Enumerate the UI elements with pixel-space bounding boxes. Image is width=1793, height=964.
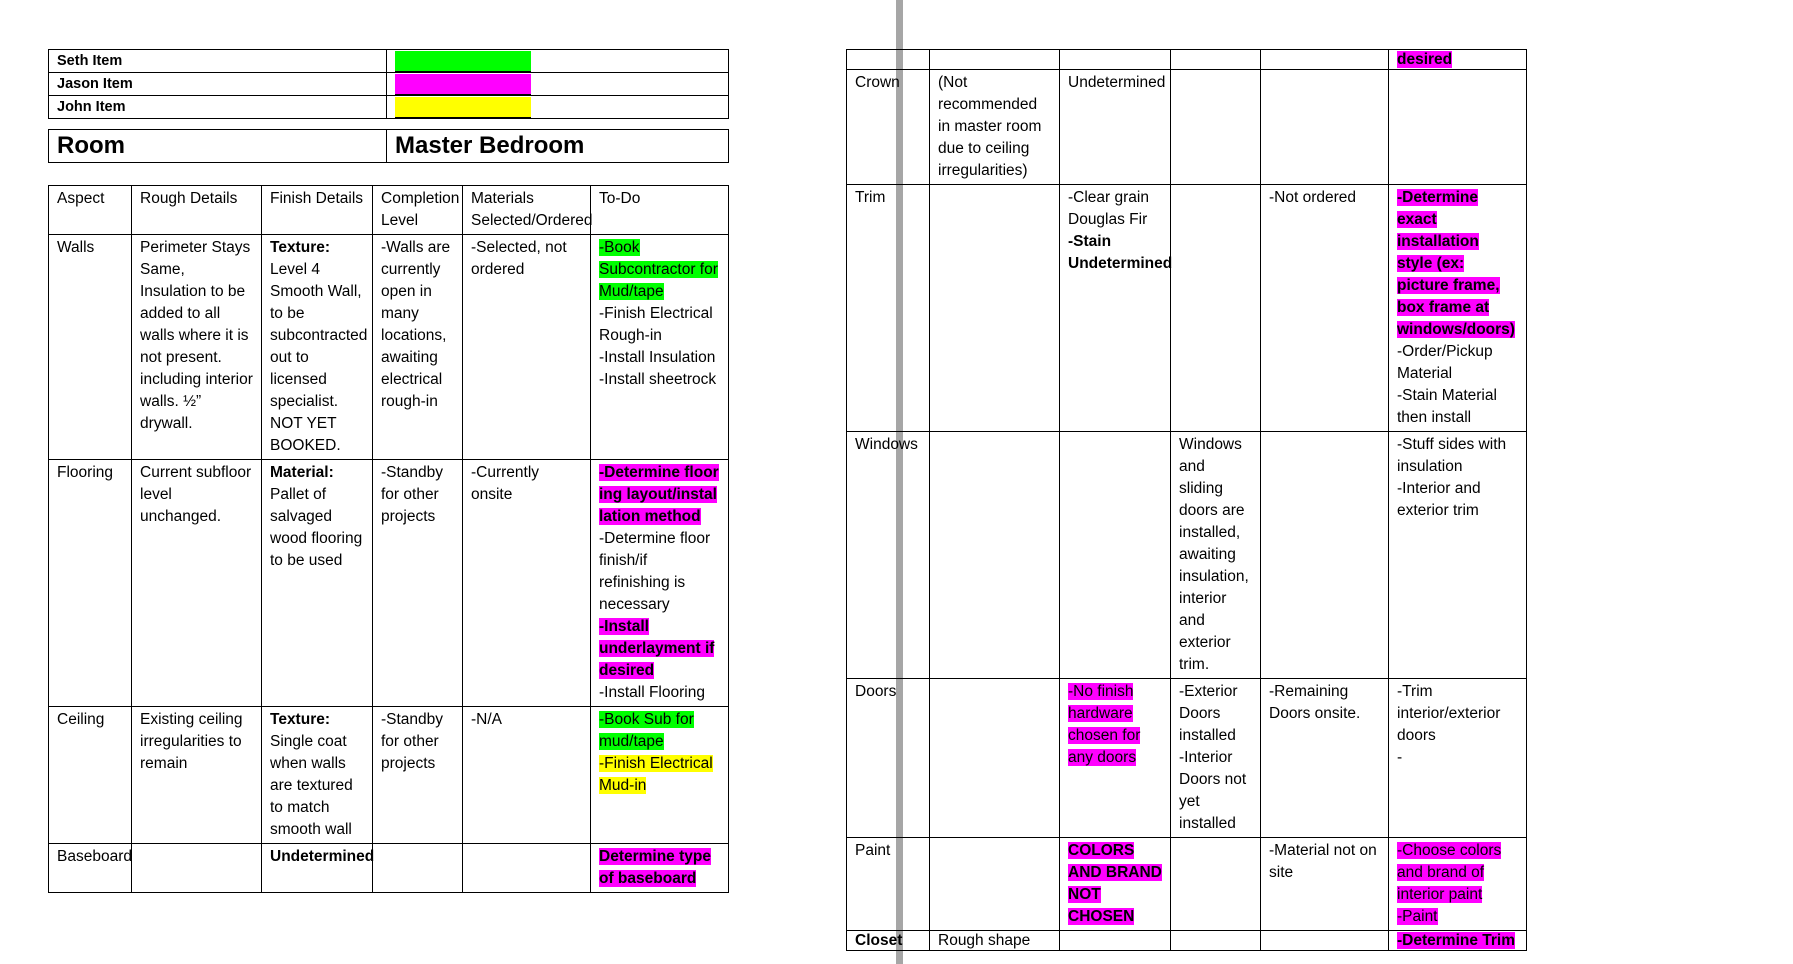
table-row	[847, 838, 1527, 931]
legend-swatch-yellow	[395, 97, 531, 118]
table-row	[49, 844, 729, 893]
todo-cell	[1389, 432, 1527, 679]
todo-item: -Stain Material then install	[1397, 387, 1497, 426]
aspect-cell: Doors	[847, 679, 930, 838]
finish-text: Single coat when walls are textured to match smooth wall	[270, 733, 353, 838]
finish-text: Level 4 Smooth Wall, to be subcontracted out to licensed specialist. NOT YET BOOKED.	[270, 261, 368, 454]
rough-cell: Rough shape	[930, 931, 1060, 951]
completion-item: -Exterior Doors installed	[1179, 683, 1238, 744]
materials-cell: -Remaining Doors onsite.	[1261, 679, 1389, 838]
legend-row	[49, 50, 729, 73]
aspect-cell: Ceiling	[49, 707, 132, 844]
rough-cell	[930, 185, 1060, 432]
rough-cell: (Not recommended in master room due to ceiling irregularities)	[930, 70, 1060, 185]
table-row	[847, 185, 1527, 432]
finish-text-bold: -Stain Undetermined	[1068, 233, 1173, 272]
todo-item-jason: -Determine exact installation style (ex: picture frame, box frame at windows/doors)	[1397, 189, 1515, 338]
table-row	[847, 70, 1527, 185]
aspect-cell: Paint	[847, 838, 930, 931]
completion-cell: -Standby for other projects	[373, 707, 463, 844]
rough-cell: Existing ceiling irregularities to remain	[132, 707, 262, 844]
finish-label: Texture:	[270, 239, 331, 256]
finish-label: Texture:	[270, 711, 331, 728]
legend-label: Jason Item	[49, 73, 387, 96]
todo-cell	[1389, 838, 1527, 931]
finish-text: Pallet of salvaged wood flooring to be used	[270, 486, 363, 569]
todo-item-jason: -Install underlayment if desired	[599, 618, 715, 679]
materials-cell: -Selected, not ordered	[463, 235, 591, 460]
details-table	[48, 185, 729, 893]
todo-cell	[591, 235, 729, 460]
rough-cell: Perimeter Stays Same, Insulation to be added to all walls where it is not present. including interior walls. ½” drywall.	[132, 235, 262, 460]
table-row	[49, 707, 729, 844]
completion-cell: -Walls are currently open in many locations, awaiting electrical rough-in	[373, 235, 463, 460]
finish-item-jason: COLORS AND BRAND NOT CHOSEN	[1068, 842, 1162, 925]
todo-item-jason: -Determine Trim	[1397, 932, 1516, 949]
finish-item-jason: -No finish hardware chosen for any doors	[1068, 683, 1141, 766]
finish-cell	[262, 707, 373, 844]
materials-cell: -Not ordered	[1261, 185, 1389, 432]
aspect-cell: Windows	[847, 432, 930, 679]
todo-item-jason: -Paint	[1397, 908, 1438, 925]
todo-cell	[591, 707, 729, 844]
rough-cell	[132, 844, 262, 893]
todo-cell	[1389, 679, 1527, 838]
legend-row	[49, 96, 729, 119]
table-row	[49, 235, 729, 460]
table-row	[847, 679, 1527, 838]
details-table-continued	[846, 49, 1527, 951]
finish-text: -Clear grain Douglas Fir	[1068, 189, 1149, 228]
completion-cell: -Standby for other projects	[373, 460, 463, 707]
todo-item-jason: desired	[1397, 51, 1453, 68]
finish-cell	[262, 235, 373, 460]
todo-item: -Install Insulation	[599, 349, 716, 366]
todo-item: -Finish Electrical Rough-in	[599, 305, 713, 344]
todo-item: -Stuff sides with insulation	[1397, 436, 1507, 475]
finish-cell	[1060, 679, 1171, 838]
header-completion: Completion Level	[373, 186, 463, 235]
completion-cell: Windows and sliding doors are installed, awaiting insulation, interior and exterior trim.	[1171, 432, 1261, 679]
todo-item-seth: -Book Sub for mud/tape	[599, 711, 694, 750]
todo-item: -Interior and exterior trim	[1397, 480, 1481, 519]
header-aspect: Aspect	[49, 186, 132, 235]
legend-swatch-green	[395, 51, 531, 72]
todo-item-jason: -Choose colors and brand of interior paint	[1397, 842, 1502, 903]
todo-item: -	[1397, 749, 1403, 766]
table-row	[847, 432, 1527, 679]
todo-cell	[1389, 185, 1527, 432]
legend-label: John Item	[49, 96, 387, 119]
todo-item: -Install Flooring	[599, 684, 705, 701]
aspect-cell: Crown	[847, 70, 930, 185]
finish-cell	[1060, 185, 1171, 432]
finish-cell	[262, 460, 373, 707]
todo-item: -Order/Pickup Material	[1397, 343, 1493, 382]
materials-cell: -Currently onsite	[463, 460, 591, 707]
header-materials: Materials Selected/Ordered	[463, 186, 591, 235]
legend-table	[48, 49, 729, 119]
finish-cell: Undetermined	[262, 844, 373, 893]
legend-label: Seth Item	[49, 50, 387, 73]
materials-cell: -Material not on site	[1261, 838, 1389, 931]
legend-row	[49, 73, 729, 96]
right-page	[855, 0, 1793, 964]
header-finish: Finish Details	[262, 186, 373, 235]
aspect-cell: Trim	[847, 185, 930, 432]
legend-swatch-magenta	[395, 74, 531, 95]
room-label: Room	[49, 130, 387, 163]
rough-cell: Current subfloor level unchanged.	[132, 460, 262, 707]
header-row	[49, 186, 729, 235]
todo-cell	[1389, 50, 1527, 70]
header-rough: Rough Details	[132, 186, 262, 235]
completion-cell	[1171, 679, 1261, 838]
todo-cell	[591, 460, 729, 707]
table-row	[847, 50, 1527, 70]
completion-item: -Interior Doors not yet installed	[1179, 749, 1247, 832]
left-page	[0, 0, 896, 964]
todo-cell	[1389, 931, 1527, 951]
finish-cell	[1060, 838, 1171, 931]
materials-cell	[463, 844, 591, 893]
todo-item-jason: Determine type of baseboard	[599, 848, 711, 887]
todo-item-john: -Finish Electrical Mud-in	[599, 755, 713, 794]
todo-item-seth: -Book Subcontractor for Mud/tape	[599, 239, 718, 300]
room-table	[48, 129, 729, 163]
aspect-cell: Closet	[847, 931, 930, 951]
table-row	[49, 460, 729, 707]
aspect-cell: Flooring	[49, 460, 132, 707]
aspect-cell: Walls	[49, 235, 132, 460]
header-todo: To-Do	[591, 186, 729, 235]
todo-item: -Determine floor finish/if refinishing is necessary	[599, 530, 711, 613]
table-row	[847, 931, 1527, 951]
todo-cell	[591, 844, 729, 893]
todo-item: -Trim interior/exterior doors	[1397, 683, 1501, 744]
finish-label: Material:	[270, 464, 334, 481]
finish-cell: Undetermined	[1060, 70, 1171, 185]
todo-item-jason: -Determine flooring layout/installation method	[599, 464, 719, 525]
room-value: Master Bedroom	[387, 130, 729, 163]
materials-cell: -N/A	[463, 707, 591, 844]
todo-item: -Install sheetrock	[599, 371, 717, 388]
aspect-cell: Baseboard	[49, 844, 132, 893]
completion-cell	[373, 844, 463, 893]
